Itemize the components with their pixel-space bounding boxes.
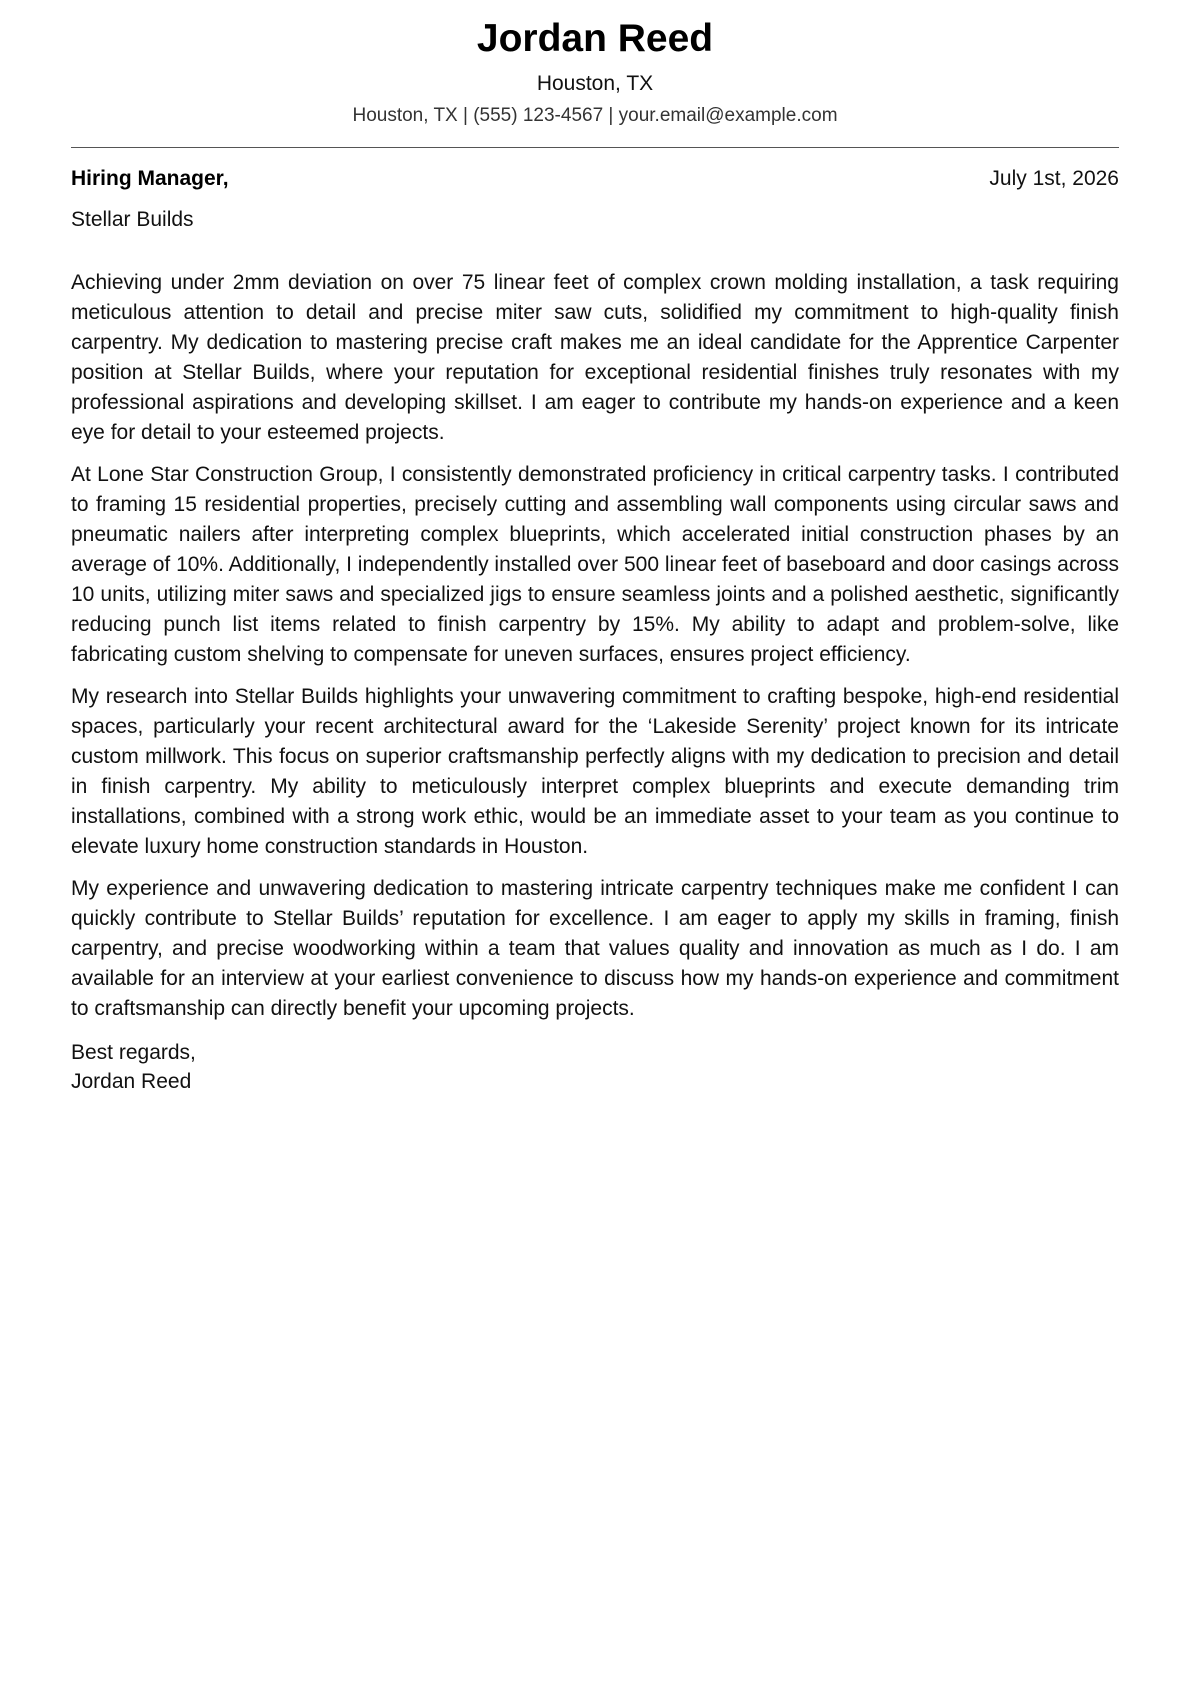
recipient-salutation: Hiring Manager,	[71, 167, 229, 190]
body-paragraph-2: At Lone Star Construction Group, I consistently demonstrated proficiency in critical carpentry tasks. I contributed to framing 15 residential properties, precisely cutting and assembling wall components using circular saws and pneumatic nailers after interpreting complex blueprints, which accelerated initial construction phases by an average of 10%. Additionally, I independently installed over 500 linear feet of baseboard and door casings across 10 units, utilizing miter saws and specialized jigs to ensure seamless joints and a polished aesthetic, significantly reducing punch list items related to finish carpentry by 15%. My ability to adapt and problem-solve, like fabricating custom shelving to compensate for uneven surfaces, ensures project efficiency.	[71, 463, 1119, 666]
letter-date: July 1st, 2026	[989, 167, 1119, 190]
header-divider	[71, 147, 1119, 148]
letter-closing	[71, 1038, 1119, 1096]
applicant-location: Houston, TX	[536, 72, 654, 95]
company-name: Stellar Builds	[71, 208, 194, 231]
letter-header	[71, 0, 1119, 129]
closing-phrase: Best regards,	[71, 1041, 196, 1064]
body-paragraph-1: Achieving under 2mm deviation on over 75 linear feet of complex crown molding installation, a task requiring meticulous attention to detail and precise miter saw cuts, solidified my commitment to high-quality finish carpentry. My dedication to mastering precise craft makes me an ideal candidate for the Apprentice Carpenter position at Stellar Builds, where your reputation for exceptional residential finishes truly resonates with my professional aspirations and developing skillset. I am eager to contribute my hands-on experience and a keen eye for detail to your esteemed projects.	[71, 271, 1119, 444]
body-paragraph-4: My experience and unwavering dedication to mastering intricate carpentry techniques make me confident I can quickly contribute to Stellar Builds’ reputation for excellence. I am eager to apply my skills in framing, finish carpentry, and precise woodworking within a team that values quality and innovation as much as I do. I am available for an interview at your earliest convenience to discuss how my hands-on experience and commitment to craftsmanship can directly benefit your upcoming projects.	[71, 877, 1119, 1020]
recipient-date-row	[71, 164, 1119, 194]
body-paragraph-3: My research into Stellar Builds highlights your unwavering commitment to crafting bespoke, high-end residential spaces, particularly your recent architectural award for the ‘Lakeside Serenity’ project known for its intricate custom millwork. This focus on superior craftsmanship perfectly aligns with my dedication to precision and detail in finish carpentry. My ability to meticulously interpret complex blueprints and execute demanding trim installations, combined with a strong work ethic, would be an immediate asset to your team as you continue to elevate luxury home construction standards in Houston.	[71, 685, 1119, 858]
applicant-name: Jordan Reed	[476, 17, 714, 60]
contact-line: Houston, TX | (555) 123-4567 | your.email@example.com	[352, 105, 838, 126]
letter-body	[71, 268, 1119, 1024]
signature-name: Jordan Reed	[71, 1070, 192, 1093]
